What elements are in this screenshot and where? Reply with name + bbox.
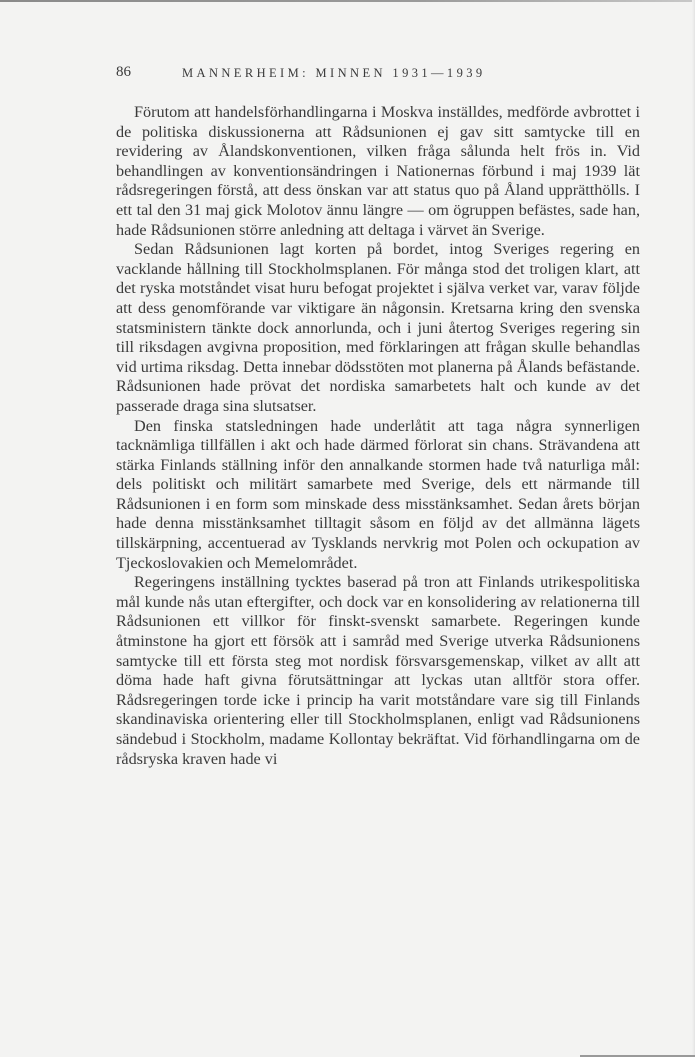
paragraph: Den finska statsledningen hade underlåtit att taga några synnerligen tacknämliga tillfällen i akt och hade därmed förlorat sin chans. Strävandena att stärka Finlands ställning inför den annalkande stormen hade två naturliga mål: dels politiskt och militärt samarbete med Sverige, dels ett närmande till Rådsunionen i en form som minskade dess misstänksamhet. Sedan årets början hade denna misstänksamhet tilltagit såsom en följd av det allmänna lägets tillskärpning, accentuerad av Tysklands nervkrig mot Polen och ockupation av Tjeckoslovakien och Memelområdet. <box>116 416 640 572</box>
body-text <box>116 103 640 769</box>
book-page <box>116 64 640 769</box>
scan-top-edge <box>0 0 695 2</box>
running-title: MANNERHEIM: MINNEN 1931—1939 <box>182 66 486 80</box>
page-number: 86 <box>116 64 131 80</box>
paragraph: Regeringens inställning tycktes baserad på tron att Finlands utrikespolitiska mål kunde nås utan eftergifter, och dock var en konsolidering av relationerna till Rådsunionen ett villkor för finskt-svenskt samarbete. Regeringen kunde åtminstone ha gjort ett försök att i samråd med Sverige utverka Rådsunionens samtycke till ett första steg mot nordisk försvarsgemenskap, vilket av allt att döma hade haft givna förutsättningar att lyckas utan alltför stora offer. Rådsregeringen torde icke i princip ha varit motståndare vare sig till Finlands skandinaviska orientering eller till Stockholmsplanen, enligt vad Rådsunionens sändebud i Stockholm, madame Kollontay bekräftat. Vid förhandlingarna om de rådsryska kraven hade vi <box>116 573 640 768</box>
running-head <box>116 64 640 88</box>
paragraph: Förutom att handelsförhandlingarna i Moskva inställdes, medförde avbrottet i de politiska diskussionerna att Rådsunionen ej gav sitt samtycke till en revidering av Ålandskonventionen, vilken fråga sålunda helt frös in. Vid behandlingen av konventionsändringen i Nationernas förbund i maj 1939 lät rådsregeringen förstå, att dess önskan var att status quo på Åland upprätthölls. I ett tal den 31 maj gick Molotov ännu längre — om ögruppen befästes, sade han, hade Rådsunionen större anledning att deltaga i värvet än Sverige. <box>116 103 640 239</box>
paragraph: Sedan Rådsunionen lagt korten på bordet, intog Sveriges regering en vacklande hållning till Stockholmsplanen. För många stod det troligen klart, att det ryska motståndet visat huru befogat projektet i själva verket var, varav följde att dess genomförande var viktigare än någonsin. Kretsarna kring den svenska statsministern tänkte dock annorlunda, och i juni återtog Sveriges regering sin till riksdagen avgivna proposition, med förklaringen att frågan skulle behandlas vid urtima riksdag. Detta innebar dödsstöten mot planerna på Ålands befästande. Rådsunionen hade prövat det nordiska samarbetets halt och kunde av det passerade draga sina slutsatser. <box>116 240 640 415</box>
